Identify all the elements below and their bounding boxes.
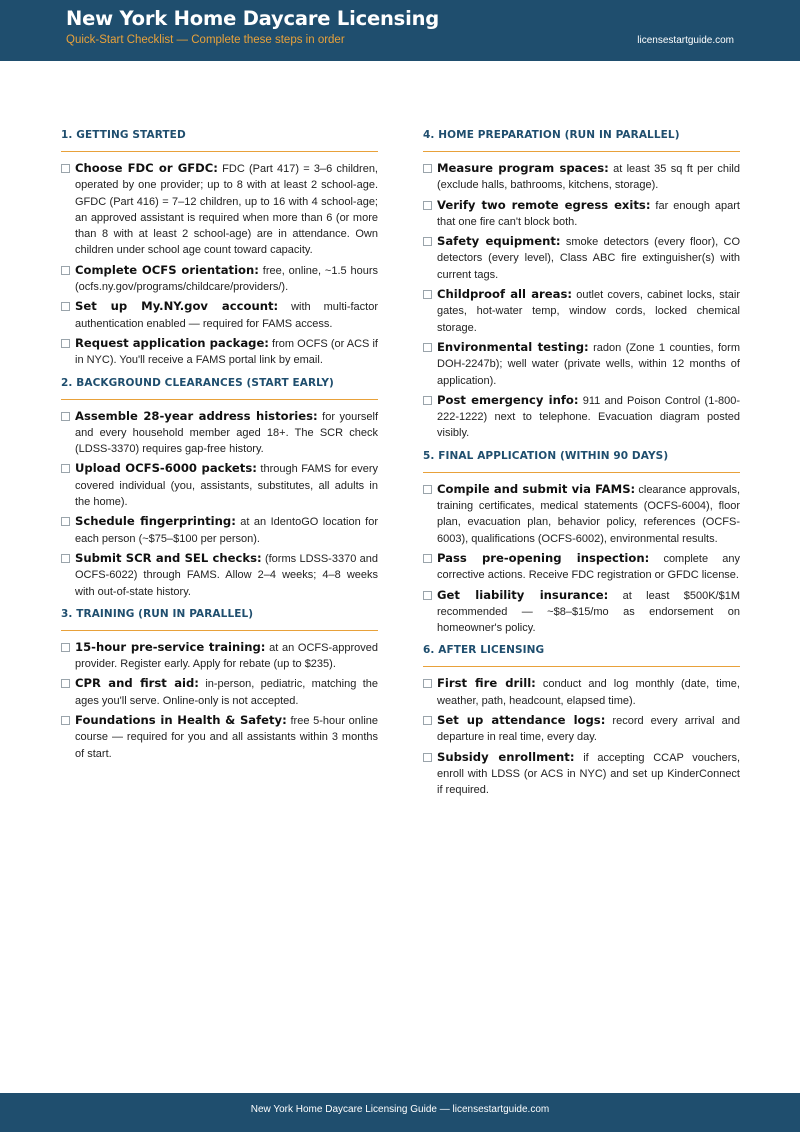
item-lead: Submit SCR and SEL checks: — [75, 550, 262, 565]
item-text: radon (Zone 1 counties, form DOH-2247b); well water (private wells, within 12 months of application). — [437, 341, 740, 387]
item-text: record every arrival and departure in real time, every day. — [437, 715, 740, 744]
checklist-item — [423, 339, 740, 389]
checklist-item — [423, 197, 740, 231]
page-subtitle: Quick-Start Checklist — Complete these steps in order — [66, 34, 345, 46]
checkbox-icon[interactable] — [61, 554, 70, 563]
checklist-item — [61, 712, 378, 762]
item-lead: Schedule fingerprinting: — [75, 514, 236, 529]
item-text: conduct and log monthly (date, time, weather, path, headcount, elapsed time). — [437, 678, 740, 707]
checkbox-icon[interactable] — [61, 517, 70, 526]
item-text: from OCFS (or ACS if in NYC). You'll receive a FAMS portal link by email. — [75, 337, 378, 367]
checklist-item — [61, 550, 378, 600]
right-column — [423, 127, 740, 805]
item-lead: Environmental testing: — [437, 339, 589, 354]
checklist-section — [61, 375, 378, 600]
checklist-item — [423, 233, 740, 283]
item-lead: Set up My.NY.gov account: — [75, 299, 279, 314]
checkbox-icon[interactable] — [423, 396, 432, 405]
page-title: New York Home Daycare Licensing — [66, 7, 440, 30]
item-text: through FAMS for every covered individual (you, assistants, substitutes, all adults in the home). — [75, 463, 378, 509]
section-title: 1. GETTING STARTED — [61, 127, 378, 152]
checklist-item — [423, 160, 740, 194]
page-header — [0, 0, 800, 61]
checklist-item — [61, 675, 378, 709]
item-text: far enough apart that one fire can't block both. — [437, 199, 740, 228]
item-lead: Get liability insurance: — [437, 587, 609, 602]
section-title: 2. BACKGROUND CLEARANCES (START EARLY) — [61, 375, 378, 400]
checkbox-icon[interactable] — [61, 164, 70, 173]
item-lead: Complete OCFS orientation: — [75, 262, 259, 277]
item-text: at least 35 sq ft per child (exclude halls, bathrooms, kitchens, storage). — [437, 163, 740, 192]
checkbox-icon[interactable] — [423, 554, 432, 563]
item-lead: Verify two remote egress exits: — [437, 197, 651, 212]
checklist-section — [61, 606, 378, 762]
item-lead: Post emergency info: — [437, 392, 579, 407]
checklist-item — [61, 335, 378, 369]
checklist-item — [423, 550, 740, 584]
item-text: 911 and Poison Control (1-800-222-1222) next to telephone. Evacuation diagram posted visibly. — [437, 394, 740, 440]
item-text: at an IdentoGO location for each person (~$75–$100 per person). — [75, 516, 378, 545]
item-text: at an OCFS-approved provider. Register early. Apply for rebate (up to $235). — [75, 641, 378, 671]
checkbox-icon[interactable] — [423, 237, 432, 246]
section-title: 6. AFTER LICENSING — [423, 642, 740, 667]
checklist-item — [61, 298, 378, 332]
section-title: 3. TRAINING (RUN IN PARALLEL) — [61, 606, 378, 631]
checklist-item — [423, 481, 740, 547]
item-text: smoke detectors (every floor), CO detectors (every level), Class ABC fire extinguisher(s) with current tags. — [437, 236, 740, 281]
checklist-item — [61, 262, 378, 296]
checklist-item — [61, 460, 378, 510]
checkbox-icon[interactable] — [423, 485, 432, 494]
checkbox-icon[interactable] — [423, 343, 432, 352]
checkbox-icon[interactable] — [61, 716, 70, 725]
checklist-item — [423, 587, 740, 637]
item-text: complete any corrective actions. Receive FDC registration or GFDC license. — [437, 552, 740, 582]
item-lead: CPR and first aid: — [75, 676, 199, 691]
item-lead: Measure program spaces: — [437, 161, 609, 175]
checkbox-icon[interactable] — [61, 339, 70, 348]
item-text: clearance approvals, training certificates, medical statements (OCFS-6004), floor plan, evacuation plan, behavior policy, references (OCFS-6003), qualifications (OCFS-6002), environmental results. — [437, 483, 740, 545]
checklist-item — [423, 749, 740, 799]
checkbox-icon[interactable] — [423, 591, 432, 600]
checkbox-icon[interactable] — [61, 679, 70, 688]
checklist-item — [61, 160, 378, 259]
checkbox-icon[interactable] — [423, 164, 432, 173]
checkbox-icon[interactable] — [423, 716, 432, 725]
item-text: if accepting CCAP vouchers, enroll with LDSS (or ACS in NYC) and set up KinderConnect if required. — [437, 751, 740, 797]
item-text: in-person, pediatric, matching the ages you'll serve. Online-only is not accepted. — [75, 678, 379, 707]
page-footer — [0, 1093, 800, 1132]
left-column — [61, 127, 378, 768]
checklist-section — [61, 127, 378, 369]
item-lead: First fire drill: — [437, 676, 536, 691]
item-text: FDC (Part 417) = 3–6 children, operated by one provider; up to 8 with at least 2 school-age. GFDC (Part 416) = 7–12 children, up to 16 with 4 school-age; an approved assistant is required when more than 6 (or more than 8 with at least 2 school-age) are in attendance. Own children under school age count toward capacity. — [75, 163, 378, 257]
checklist-section — [423, 642, 740, 798]
checkbox-icon[interactable] — [423, 679, 432, 688]
checklist-item — [423, 392, 740, 442]
checklist-item — [423, 286, 740, 336]
checkbox-icon[interactable] — [61, 643, 70, 652]
item-text: free, online, ~1.5 hours (ocfs.ny.gov/programs/childcare/providers/). — [75, 264, 378, 294]
item-lead: Request application package: — [75, 335, 269, 350]
item-lead: Pass pre-opening inspection: — [437, 550, 650, 565]
checklist-section — [423, 448, 740, 637]
checklist-item — [423, 675, 740, 709]
checkbox-icon[interactable] — [423, 290, 432, 299]
item-text: outlet covers, cabinet locks, stair gates, hot-water temp, window cords, locked chemical storage. — [437, 289, 741, 334]
section-title: 5. FINAL APPLICATION (WITHIN 90 DAYS) — [423, 448, 740, 473]
item-lead: Compile and submit via FAMS: — [437, 481, 636, 496]
item-lead: Set up attendance logs: — [437, 713, 606, 728]
checklist-item — [61, 408, 378, 458]
checklist-item — [61, 639, 378, 673]
item-lead: Subsidy enrollment: — [437, 749, 575, 764]
item-lead: 15-hour pre-service training: — [75, 639, 266, 654]
checkbox-icon[interactable] — [61, 266, 70, 275]
section-title: 4. HOME PREPARATION (RUN IN PARALLEL) — [423, 127, 740, 152]
checklist-item — [61, 513, 378, 547]
item-lead: Childproof all areas: — [437, 287, 573, 302]
item-text: with multi-factor authentication enabled — required for FAMS access. — [75, 301, 378, 330]
checkbox-icon[interactable] — [61, 302, 70, 311]
checklist-section — [423, 127, 740, 442]
checkbox-icon[interactable] — [61, 412, 70, 421]
item-text: for yourself and every household member aged 18+. The SCR check (LDSS-3370) requires gap-free history. — [75, 410, 379, 456]
item-text: at least $500K/$1M recommended — ~$8–$15/mo as endorsement on homeowner's policy. — [437, 589, 740, 635]
item-lead: Foundations in Health & Safety: — [75, 713, 287, 728]
item-lead: Safety equipment: — [437, 234, 561, 249]
item-lead: Assemble 28-year address histories: — [75, 408, 318, 423]
site-url: licensestartguide.com — [637, 35, 734, 46]
checkbox-icon[interactable] — [423, 201, 432, 210]
item-lead: Upload OCFS-6000 packets: — [75, 461, 257, 476]
checkbox-icon[interactable] — [423, 753, 432, 762]
item-text: (forms LDSS-3370 and OCFS-6022) through FAMS. Allow 2–4 weeks; 4–8 weeks with out-of-state history. — [75, 552, 378, 598]
item-text: free 5-hour online course — required for you and all assistants within 3 months of start. — [75, 715, 379, 760]
item-lead: Choose FDC or GFDC: — [75, 161, 218, 175]
checklist-item — [423, 712, 740, 746]
footer-text: New York Home Daycare Licensing Guide — licensestartguide.com — [250, 1104, 550, 1115]
checkbox-icon[interactable] — [61, 464, 70, 473]
